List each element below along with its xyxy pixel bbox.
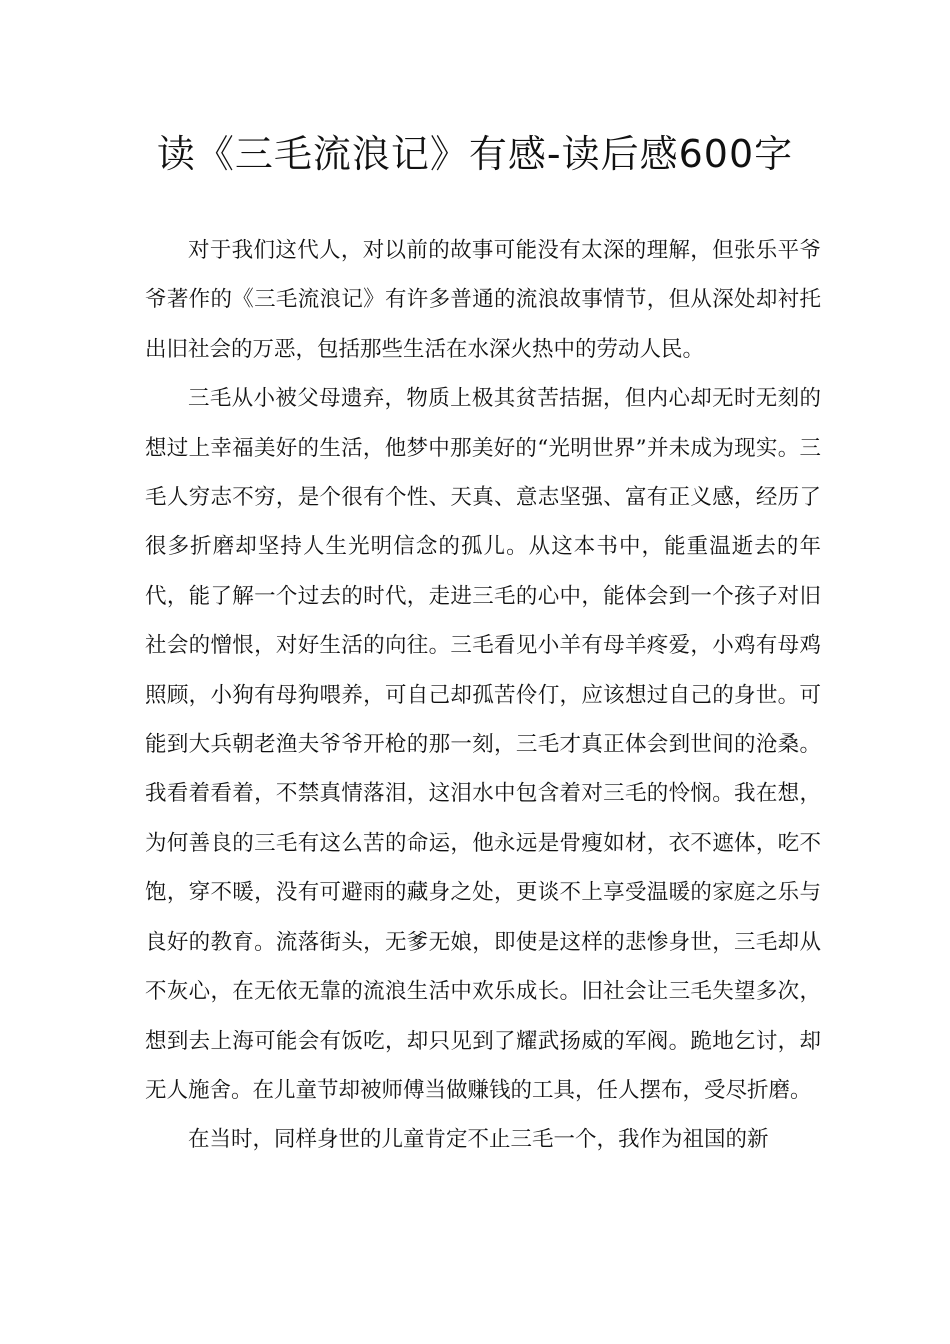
paragraph-1: 对于我们这代人，对以前的故事可能没有太深的理解，但张乐平爷爷著作的《三毛流浪记》有许多普通的流浪故事情节，但从深处却衬托出旧社会的万恶，包括那些生活在水深火热中的劳动人民。	[145, 238, 821, 362]
document-body	[145, 226, 821, 1165]
paragraph-3: 在当时，同样身世的儿童肯定不止三毛一个，我作为祖国的新	[188, 1127, 769, 1153]
document-title: 读《三毛流浪记》有感-读后感600字	[156, 132, 794, 176]
paragraph-2: 三毛从小被父母遗弃，物质上极其贫苦拮据，但内心却无时无刻的想过上幸福美好的生活，他梦中那美好的“光明世界”并未成为现实。三毛人穷志不穷，是个很有个性、天真、意志坚强、富有正义感，经历了很多折磨却坚持人生光明信念的孤儿。从这本书中，能重温逝去的年代，能了解一个过去的时代，走进三毛的心中，能体会到一个孩子对旧社会的憎恨，对好生活的向往。三毛看见小羊有母羊疼爱，小鸡有母鸡照顾，小狗有母狗喂养，可自己却孤苦伶仃，应该想过自己的身世。可能到大兵朝老渔夫爷爷开枪的那一刻，三毛才真正体会到世间的沧桑。我看着看着，不禁真情落泪，这泪水中包含着对三毛的怜悯。我在想，为何善良的三毛有这么苦的命运，他永远是骨瘦如材，衣不遮体，吃不饱，穿不暖，没有可避雨的藏身之处，更谈不上享受温暖的家庭之乐与良好的教育。流落街头，无爹无娘，即使是这样的悲惨身世，三毛却从不灰心，在无依无靠的流浪生活中欢乐成长。旧社会让三毛失望多次，想到去上海可能会有饭吃，却只见到了耀武扬威的军阀。跪地乞讨，却无人施舍。在儿童节却被师傅当做赚钱的工具，任人摆布，受尽折磨。	[145, 386, 821, 1103]
